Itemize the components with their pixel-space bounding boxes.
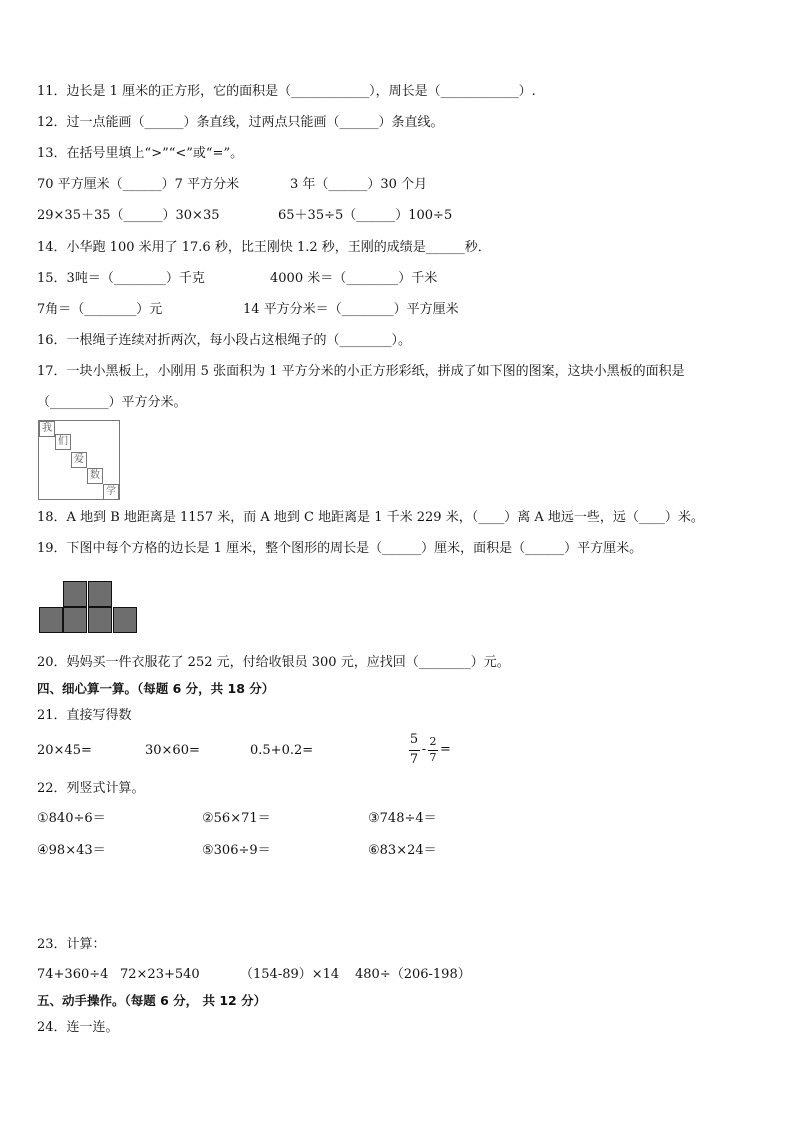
grid-square <box>63 581 87 607</box>
question-22-item-6: ⑥83×24＝ <box>368 843 437 858</box>
fraction-2-denominator: 7 <box>429 751 437 764</box>
figure-cell-2: 们 <box>55 434 71 450</box>
question-23-item-c: （154-89）×14 <box>240 967 340 982</box>
question-19: 19．下图中每个方格的边长是 1 厘米，整个图形的周长是（______）厘米，面积是（______）平方厘米。 <box>37 541 643 556</box>
fraction-equals-sign: = <box>440 742 451 757</box>
question-23: 23．计算： <box>37 937 106 952</box>
question-23-item-d: 480÷（206-198） <box>355 967 471 982</box>
question-13-item-d: 65＋35÷5（______）100÷5 <box>278 208 453 223</box>
figure-cell-4: 数 <box>87 468 103 484</box>
question-23-item-a: 74+360÷4 <box>37 967 109 982</box>
question-22-item-1: ①840÷6＝ <box>37 811 106 826</box>
question-14: 14．小华跑 100 米用了 17.6 秒，比王刚快 1.2 秒，王刚的成绩是______秒． <box>37 240 491 255</box>
grid-square <box>113 607 137 633</box>
grid-shape-figure <box>39 581 139 635</box>
question-15-item-d: 14 平方分米＝（________）平方厘米 <box>243 302 459 317</box>
question-15-item-b: 4000 米＝（________）千米 <box>270 271 438 286</box>
question-22: 22．列竖式计算。 <box>37 781 145 796</box>
fraction-1-numerator: 5 <box>409 732 419 747</box>
grid-square <box>88 581 112 607</box>
fraction-minus-sign: - <box>421 742 427 757</box>
question-22-item-5: ⑤306÷9＝ <box>202 843 271 858</box>
grid-square <box>88 607 112 633</box>
question-21-item-c: 0.5+0.2= <box>250 743 314 758</box>
question-17-line-2: （_________）平方分米。 <box>37 395 187 410</box>
question-21-item-b: 30×60= <box>145 743 200 758</box>
question-22-item-4: ④98×43＝ <box>37 843 106 858</box>
question-24: 24．连一连。 <box>37 1020 119 1035</box>
question-18: 18．A 地到 B 地距离是 1157 米，而 A 地到 C 地距离是 1 千米 229 米，（____）离 A 地远一些，远（____）米。 <box>37 510 704 525</box>
question-13-item-b: 3 年（______）30 个月 <box>290 177 428 192</box>
section-5-heading: 五、动手操作。（每题 6 分， 共 12 分） <box>37 993 267 1008</box>
question-23-item-b: 72×23+540 <box>120 967 200 982</box>
grid-square <box>39 607 63 633</box>
figure-cell-3: 爱 <box>71 452 87 468</box>
question-20: 20．妈妈买一件衣服花了 252 元，付给收银员 300 元，应找回（________）元。 <box>37 655 510 670</box>
question-17-line-1: 17．一块小黑板上，小刚用 5 张面积为 1 平方分米的小正方形彩纸，拼成了如下图的图案，这块小黑板的面积是 <box>37 364 685 379</box>
question-11: 11．边长是 1 厘米的正方形，它的面积是（____________），周长是（____________）. <box>37 84 536 99</box>
fraction-1-bar <box>409 750 420 751</box>
question-13: 13．在括号里填上“>”“<”或“=”。 <box>37 146 244 161</box>
question-13-item-a: 70 平方厘米（______）7 平方分米 <box>37 177 240 192</box>
fraction-2-numerator: 2 <box>429 735 437 748</box>
question-13-item-c: 29×35＋35（______）30×35 <box>37 208 220 223</box>
question-21-item-a: 20×45= <box>37 743 92 758</box>
question-22-item-3: ③748÷4＝ <box>368 811 437 826</box>
figure-cell-5: 学 <box>103 484 119 500</box>
figure-cell-1: 我 <box>39 421 55 437</box>
grid-square <box>63 607 87 633</box>
question-22-item-2: ②56×71＝ <box>202 811 271 826</box>
section-4-heading: 四、细心算一算。（每题 6 分，共 18 分） <box>37 681 275 696</box>
fraction-1-denominator: 7 <box>409 752 419 767</box>
question-21: 21．直接写得数 <box>37 708 132 723</box>
blackboard-figure <box>38 420 120 500</box>
question-15-item-c: 7角＝（________）元 <box>37 302 163 317</box>
question-12: 12．过一点能画（______）条直线，过两点只能画（______）条直线。 <box>37 115 444 130</box>
question-16: 16．一根绳子连续对折两次，每小段占这根绳子的（________）。 <box>37 333 412 348</box>
question-15-item-a: 15．3吨＝（________）千克 <box>37 271 205 286</box>
